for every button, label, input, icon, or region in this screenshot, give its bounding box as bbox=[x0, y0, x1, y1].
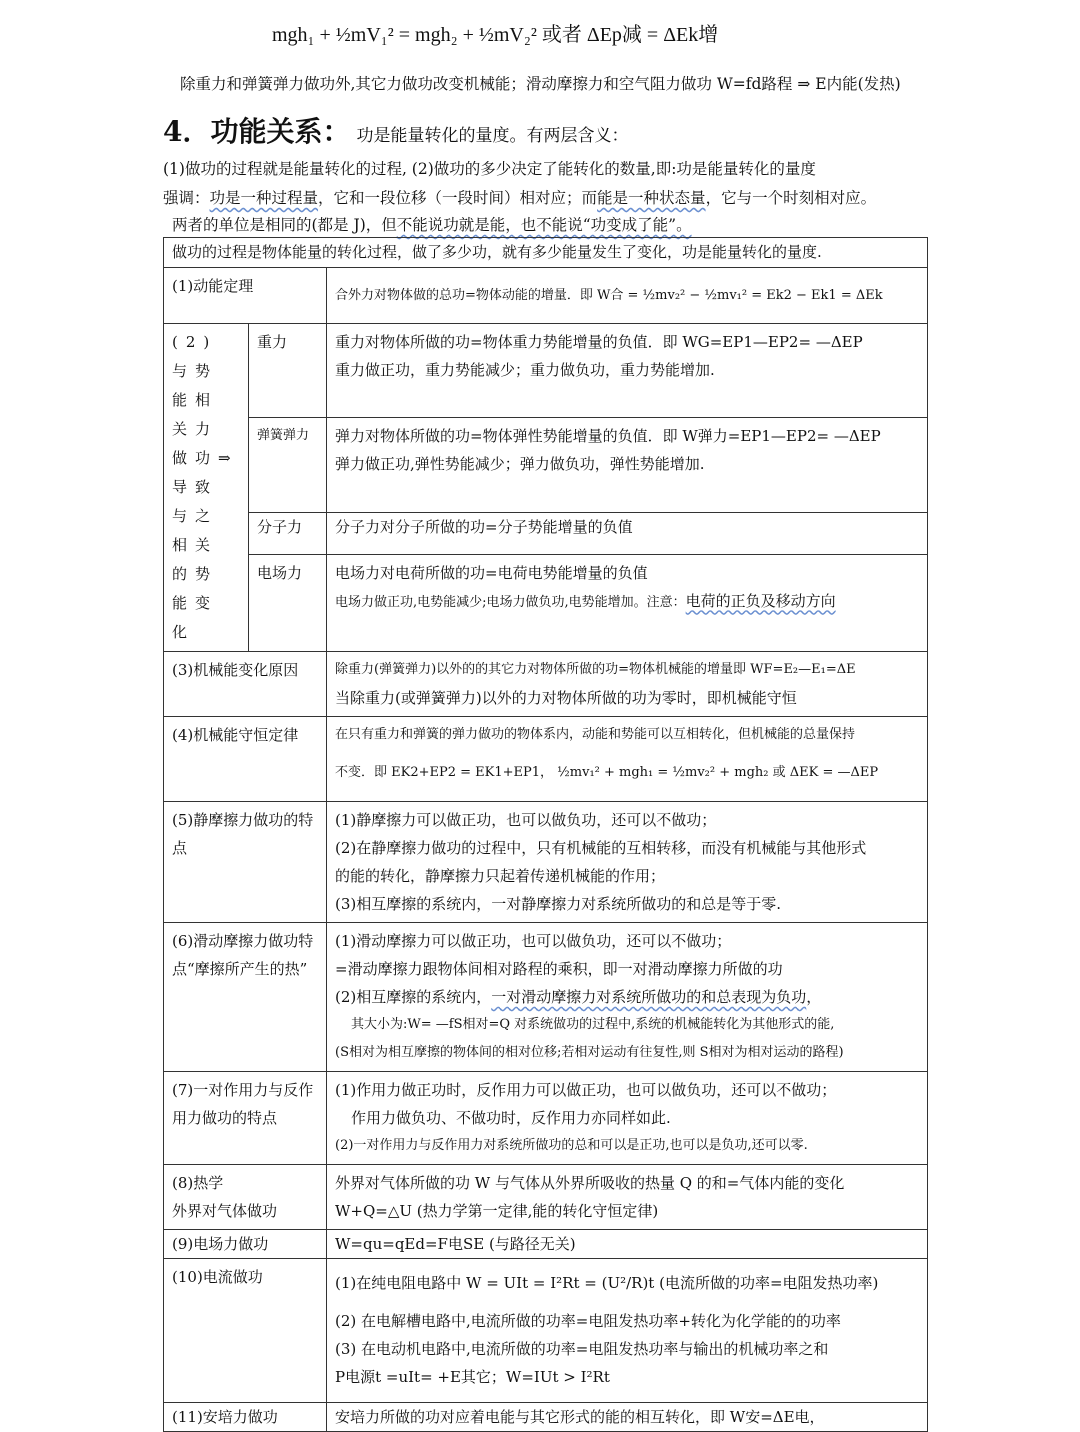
table-row bbox=[164, 1259, 928, 1403]
row-label: (9)电场力做功 bbox=[164, 1230, 327, 1259]
text: ， bbox=[806, 988, 822, 1006]
text: 重力对物体所做的功=物体重力势能增量的负值．即 WG=EP1—EP2= —ΔEP bbox=[335, 333, 863, 351]
text: 的能的转化，静摩擦力只起着传递机械能的作用； bbox=[335, 867, 666, 885]
row-content bbox=[327, 554, 928, 651]
section-subtitle: 功是能量转化的量度。有两层含义： bbox=[356, 126, 629, 146]
row-label: (11)安培力做功 bbox=[164, 1403, 327, 1432]
text: 弹力做正功,弹性势能减少；弹力做负功，弹性势能增加. bbox=[335, 455, 705, 474]
table-row bbox=[164, 652, 928, 717]
table-row bbox=[164, 418, 928, 512]
table-row bbox=[164, 512, 928, 554]
text: ，它与一个时刻相对应。 bbox=[705, 189, 877, 207]
row-label: (3)机械能变化原因 bbox=[164, 652, 327, 717]
text: (S相对为相互摩擦的物体间的相对位移;若相对运动有往复性,则 S相对为相对运动的路程) bbox=[335, 1045, 844, 1060]
text: 弹力对物体所做的功=物体弹性势能增量的负值．即 W弹力=EP1—EP2= —ΔEP bbox=[335, 427, 881, 446]
text: (2)相互摩擦的系统内， bbox=[335, 988, 492, 1006]
text: 电场力做正功,电势能减少;电场力做负功,电势能增加。注意： bbox=[335, 594, 686, 610]
text: 外界对气体做功 bbox=[172, 1202, 278, 1220]
table-row bbox=[164, 923, 928, 1072]
row-label: (4)机械能守恒定律 bbox=[164, 717, 327, 802]
text: 其大小为:W= —fS相对=Q 对系统做功的过程中,系统的机械能转化为其他形式的能, bbox=[351, 1017, 835, 1032]
section-title: 4．功能关系： bbox=[163, 115, 351, 148]
text: 在只有重力和弹簧的弹力做功的物体系内，动能和势能可以互相转化，但机械能的总量保持 bbox=[335, 727, 856, 742]
table-row bbox=[164, 1165, 928, 1230]
text: 不变．即 EK2+EP2 = EK1+EP1， ½mv₁² + mgh₁ = ½mv₂² + mgh₂ 或 ΔEK = —ΔEP bbox=[335, 765, 879, 780]
row-label bbox=[164, 1165, 327, 1230]
text: 重力做正功，重力势能减少；重力做负功，重力势能增加. bbox=[335, 361, 715, 379]
table-row bbox=[164, 324, 928, 418]
text: (2)一对作用力与反作用力对系统所做功的总和可以是正功,也可以是负功,还可以零. bbox=[335, 1138, 808, 1153]
sub-label: 分子力 bbox=[249, 512, 327, 554]
row-content: 合外力对物体做的总功=物体动能的增量．即 W合 = ½mv₂² − ½mv₁² = Ek2 − Ek1 = ΔEk bbox=[327, 268, 928, 324]
text: 两者的单位是相同的(都是 J)，但 bbox=[172, 216, 397, 234]
row-label: (2)与势能相关力做功⇒导致与之相关的势能变化 bbox=[164, 324, 249, 652]
row-label: (5)静摩擦力做功的特点 bbox=[164, 802, 327, 923]
section-heading bbox=[163, 110, 628, 150]
text: 强调： bbox=[163, 189, 210, 207]
table-row bbox=[164, 268, 928, 324]
text: =滑动摩擦力跟物体间相对路程的乘积，即一对滑动摩擦力所做的功 bbox=[335, 960, 783, 978]
row-content bbox=[327, 923, 928, 1072]
work-energy-table bbox=[163, 237, 928, 1432]
row-content bbox=[327, 1072, 928, 1165]
emphasis: 电荷的正负及移动方向 bbox=[685, 591, 836, 610]
table-row bbox=[164, 717, 928, 802]
row-content bbox=[327, 802, 928, 923]
text: (2)在静摩擦力做功的过程中，只有机械能的互相转移，而没有机械能与其他形式 bbox=[335, 839, 867, 857]
text: 电场力对电荷所做的功=电荷电势能增量的负值 bbox=[335, 563, 648, 582]
text: (1)在纯电阻电路中 W = UIt = I²Rt = (U²/R)t (电流所做的功率=电阻发热功率) bbox=[335, 1274, 879, 1292]
row-label: (10)电流做功 bbox=[164, 1259, 327, 1403]
sub-label: 重力 bbox=[249, 324, 327, 418]
text: (2) 在电解槽电路中,电流所做的功率=电阻发热功率+转化为化学能的的功率 bbox=[335, 1312, 841, 1330]
intro-line: 除重力和弹簧弹力做功外,其它力做功改变机械能；滑动摩擦力和空气阻力做功 W=fd路程 ⇒ E内能(发热) bbox=[180, 75, 901, 93]
table-row bbox=[164, 1403, 928, 1432]
paragraph-2 bbox=[163, 186, 876, 208]
sub-label: 弹簧弹力 bbox=[249, 418, 327, 512]
table-row bbox=[164, 554, 928, 651]
text: P电源t =uIt= +E其它；W=IUt > I²Rt bbox=[335, 1368, 610, 1386]
text: (3) 在电动机电路中,电流所做的功率=电阻发热功率与输出的机械功率之和 bbox=[335, 1340, 829, 1358]
row-content bbox=[327, 324, 928, 418]
row-label: (7)一对作用力与反作用力做功的特点 bbox=[164, 1072, 327, 1165]
text: (1)静摩擦力可以做正功，也可以做负功，还可以不做功； bbox=[335, 811, 717, 829]
text: 外界对气体所做的功 W 与气体从外界所吸收的热量 Q 的和=气体内能的变化 bbox=[335, 1174, 845, 1192]
emphasis: 功是一种过程量 bbox=[209, 189, 319, 207]
text: (1)滑动摩擦力可以做正功，也可以做负功，还可以不做功； bbox=[335, 932, 732, 950]
table-row bbox=[164, 238, 928, 268]
emphasis: 不能说功就是能，也不能说“功变成了能”。 bbox=[396, 216, 692, 234]
table-row bbox=[164, 802, 928, 923]
row-content: 分子力对分子所做的功=分子势能增量的负值 bbox=[327, 512, 928, 554]
row-label: (1)动能定理 bbox=[164, 268, 327, 324]
text: 除重力(弹簧弹力)以外的的其它力对物体所做的功=物体机械能的增量即 WF=E₂—E₁=ΔE bbox=[335, 662, 856, 677]
text: (3)相互摩擦的系统内，一对静摩擦力对系统所做功的和总是等于零. bbox=[335, 895, 782, 913]
table-row bbox=[164, 1072, 928, 1165]
row-content bbox=[327, 1165, 928, 1230]
row-content: 安培力所做的功对应着电能与其它形式的能的相互转化，即 W安=ΔE电， bbox=[327, 1403, 928, 1432]
row-content: W=qu=qEd=F电SE (与路径无关) bbox=[327, 1230, 928, 1259]
table-header: 做功的过程是物体能量的转化过程，做了多少功，就有多少能量发生了变化，功是能量转化的量度. bbox=[164, 238, 928, 268]
text: ，它和一段位移（一段时间）相对应；而 bbox=[318, 189, 598, 207]
sub-label: 电场力 bbox=[249, 554, 327, 651]
row-label: (6)滑动摩擦力做功特点“摩擦所产生的热” bbox=[164, 923, 327, 1072]
text: (1)作用力做正功时，反作用力可以做正功，也可以做负功，还可以不做功； bbox=[335, 1081, 837, 1099]
paragraph-1: (1)做功的过程就是能量转化的过程, (2)做功的多少决定了能转化的数量,即:功是能量转化的量度 bbox=[163, 160, 816, 178]
text: 当除重力(或弹簧弹力)以外的力对物体所做的功为零时，即机械能守恒 bbox=[335, 689, 797, 707]
row-content bbox=[327, 652, 928, 717]
paragraph-3 bbox=[172, 213, 692, 235]
text: 作用力做负功、不做功时，反作用力亦同样如此. bbox=[351, 1109, 671, 1127]
row-content bbox=[327, 717, 928, 802]
row-content bbox=[327, 1259, 928, 1403]
text: W+Q=△U (热力学第一定律,能的转化守恒定律) bbox=[335, 1202, 659, 1220]
row-content bbox=[327, 418, 928, 512]
emphasis: 能是一种状态量 bbox=[597, 189, 706, 207]
emphasis: 一对滑动摩擦力对系统所做功的和总表现为负功 bbox=[491, 988, 807, 1006]
text: (8)热学 bbox=[172, 1174, 224, 1192]
energy-conservation-formula: mgh₁ + ½mV₁² = mgh₂ + ½mV₂² 或者 ΔEp减 = ΔEk增 bbox=[272, 24, 719, 46]
table-row bbox=[164, 1230, 928, 1259]
